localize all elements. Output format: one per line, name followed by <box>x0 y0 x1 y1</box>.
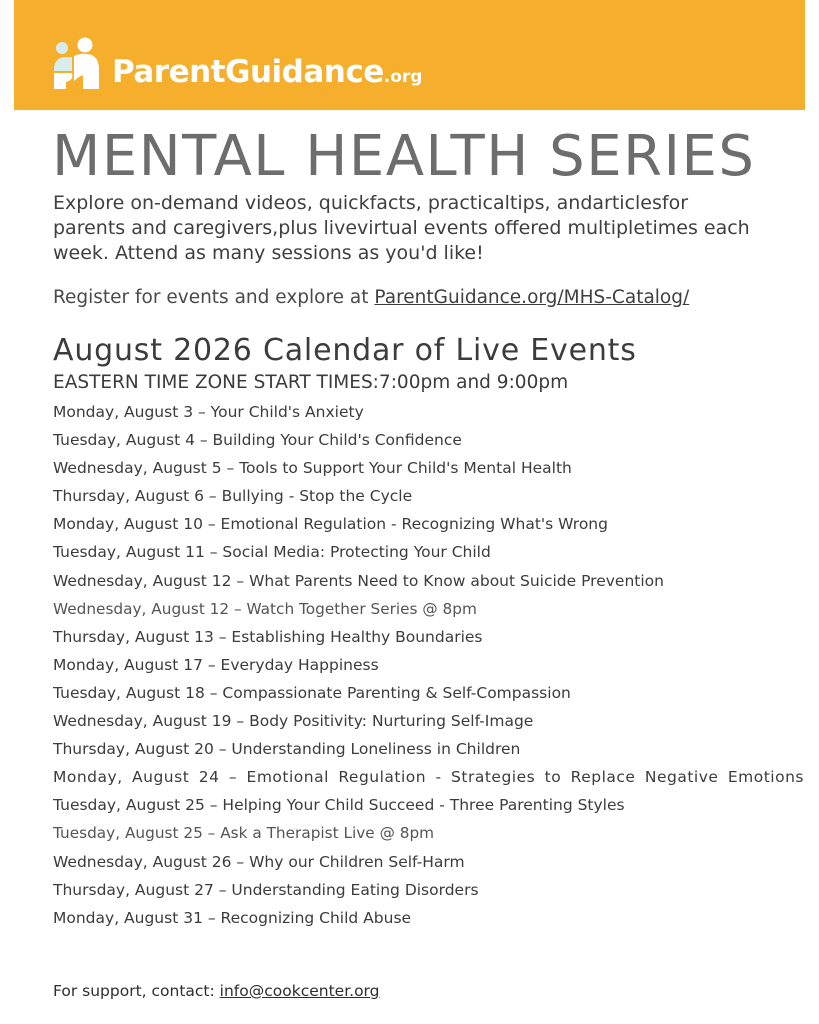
timezone-note: EASTERN TIME ZONE START TIMES:7:00pm and 9:00pm <box>53 372 569 393</box>
family-icon <box>52 37 100 89</box>
event-item: Monday, August 3 – Your Child's Anxiety <box>53 403 364 421</box>
event-item: Wednesday, August 26 – Why our Children Self-Harm <box>53 852 465 871</box>
logo-suffix: .org <box>383 67 423 87</box>
event-item: Tuesday, August 11 – Social Media: Protecting Your Child <box>53 543 491 562</box>
event-item: Monday, August 31 – Recognizing Child Abuse <box>53 908 412 927</box>
event-item: Wednesday, August 12 – What Parents Need to Know about Suicide Prevention <box>53 571 664 590</box>
event-item: Tuesday, August 18 – Compassionate Parenting & Self-Compassion <box>53 683 571 702</box>
intro-paragraph: Explore on-demand videos, quickfacts, practicaltips, andarticlesfor parents and caregivers,plus livevirtual events offered multipletimes each week. Attend as many sessions as you'd like! <box>53 192 750 264</box>
page-title: MENTAL HEALTH SERIES <box>52 124 756 189</box>
event-item: Tuesday, August 25 – Helping Your Child Succeed - Three Parenting Styles <box>53 796 625 815</box>
header-banner <box>14 0 805 110</box>
catalog-link[interactable]: ParentGuidance.org/MHS-Catalog/ <box>374 287 690 308</box>
calendar-title: August 2026 Calendar of Live Events <box>53 333 637 368</box>
event-item: Tuesday, August 25 – Ask a Therapist Live @ 8pm <box>53 824 435 843</box>
logo-name: ParentGuidance <box>112 54 384 90</box>
event-item: Thursday, August 27 – Understanding Eating Disorders <box>53 880 479 899</box>
support-email-link[interactable]: info@cookcenter.org <box>219 982 380 1000</box>
event-item: Monday, August 24 – Emotional Regulation - Strategies to Replace Negative Emotions <box>53 768 804 787</box>
support-text: For support, contact: <box>53 982 220 1000</box>
event-item: Thursday, August 20 – Understanding Loneliness in Children <box>53 740 521 759</box>
event-item: Monday, August 17 – Everyday Happiness <box>53 655 379 674</box>
logo-wordmark[interactable] <box>112 54 422 90</box>
support-line <box>53 982 380 1000</box>
register-line <box>53 287 689 308</box>
event-item: Thursday, August 6 – Bullying - Stop the Cycle <box>53 487 413 506</box>
register-text: Register for events and explore at <box>53 287 375 308</box>
event-item: Thursday, August 13 – Establishing Healthy Boundaries <box>53 627 483 646</box>
event-item: Tuesday, August 4 – Building Your Child's Confidence <box>53 431 462 450</box>
event-list <box>53 401 804 935</box>
event-item: Wednesday, August 5 – Tools to Support Your Child's Mental Health <box>53 459 572 478</box>
event-item: Wednesday, August 12 – Watch Together Series @ 8pm <box>53 599 477 618</box>
event-item: Wednesday, August 19 – Body Positivity: Nurturing Self-Image <box>53 712 534 731</box>
event-item: Monday, August 10 – Emotional Regulation - Recognizing What's Wrong <box>53 515 608 534</box>
